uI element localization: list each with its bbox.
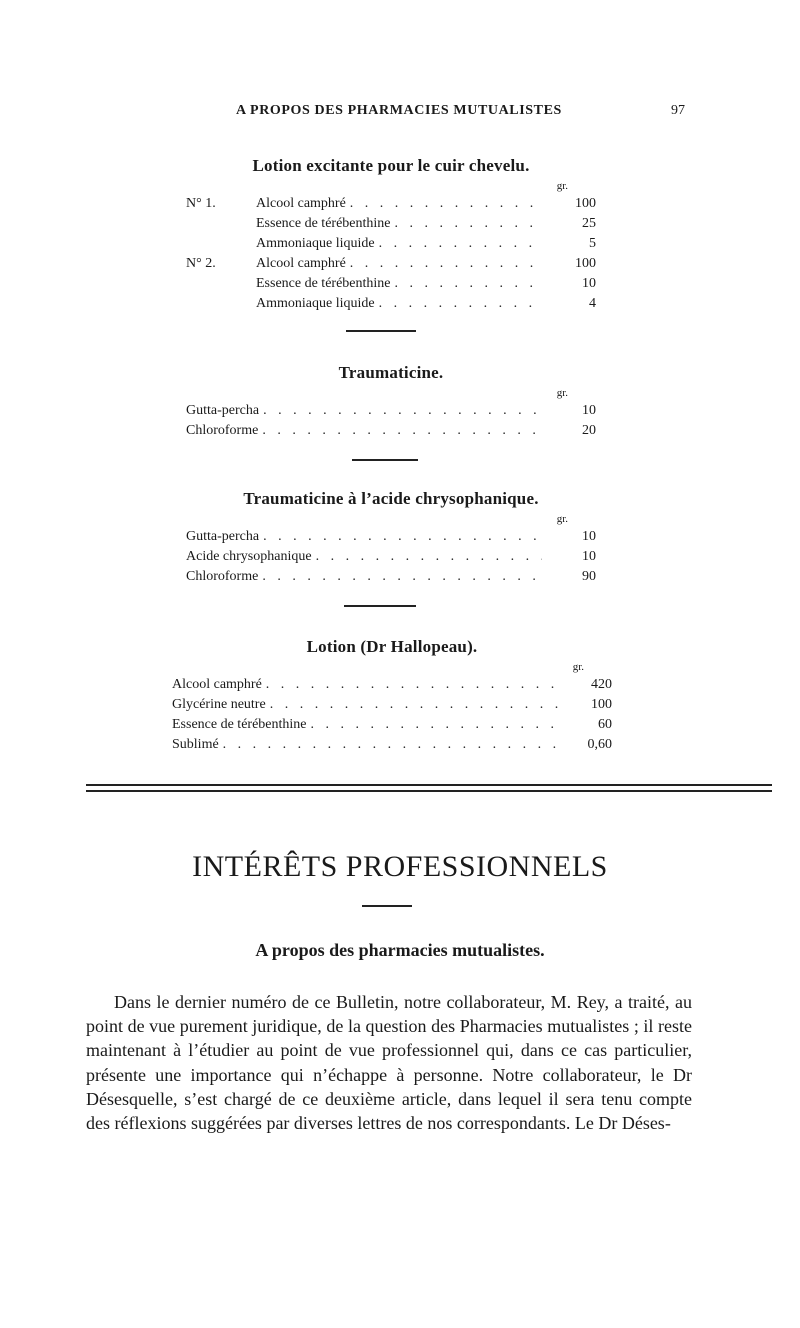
ingredient-name: Chloroforme xyxy=(186,423,259,438)
recipe-row xyxy=(172,675,612,695)
unit-label: gr. xyxy=(556,180,568,192)
ingredient-name: Alcool camphré xyxy=(172,677,262,692)
section-divider xyxy=(344,605,416,607)
recipe-title: Lotion excitante pour le cuir chevelu. xyxy=(252,156,530,175)
ingredient-qty: 4 xyxy=(589,296,596,311)
recipe-lotion-excitante xyxy=(186,156,596,314)
ingredient-qty: 10 xyxy=(582,403,596,418)
ingredient-name: Glycérine neutre xyxy=(172,697,266,712)
unit-label: gr. xyxy=(556,513,568,525)
recipe-traumaticine xyxy=(186,363,596,441)
recipe-traumaticine-chrysophanique xyxy=(186,489,596,587)
unit-label: gr. xyxy=(556,387,568,399)
ingredient-name: Sublimé xyxy=(172,737,219,752)
recipe-row xyxy=(186,274,596,294)
ingredient-qty: 0,60 xyxy=(587,737,612,752)
double-rule-bottom xyxy=(86,790,772,792)
ingredient-name: Essence de térébenthine xyxy=(256,276,391,291)
recipe-row xyxy=(186,567,596,587)
recipe-title: Traumaticine. xyxy=(338,363,444,382)
section-heading: INTÉRÊTS PROFESSIONNELS xyxy=(192,850,608,883)
heading-divider xyxy=(362,905,412,907)
ingredient-qty: 10 xyxy=(582,549,596,564)
recipe-row xyxy=(186,421,596,441)
page-header xyxy=(0,103,800,127)
body-paragraph: Dans le dernier numéro de ce Bulletin, notre collaborateur, M. Rey, a traité, au point de vue purement juridique, de la question des Pharmacies mutualistes ; il reste maintenant à l’étudier au point de vue professionnel qui, dans ce cas particulier, présente une importance qui n’échappe à personne. Notre collaborateur, le Dr Désesquelle, s’est chargé de ce deuxième article, dans lequel il sera tenu compte des réflexions suggérées par diverses lettres de nos correspondants. Le Dr Déses- xyxy=(86,992,692,1134)
ingredient-name: Essence de térébenthine xyxy=(172,717,307,732)
ingredient-name: Alcool camphré xyxy=(256,196,346,211)
recipe-row xyxy=(172,695,612,715)
leader-dots xyxy=(316,547,542,567)
article-body xyxy=(86,990,692,1135)
ingredient-qty: 25 xyxy=(582,216,596,231)
ingredient-name: Ammoniaque liquide xyxy=(256,296,375,311)
recipe-row xyxy=(186,294,596,314)
recipe-number: N° 2. xyxy=(186,256,216,271)
section-divider xyxy=(352,459,418,461)
leader-dots xyxy=(311,715,559,735)
recipe-row xyxy=(186,254,596,274)
ingredient-name: Alcool camphré xyxy=(256,256,346,271)
leader-dots xyxy=(263,527,542,547)
leader-dots xyxy=(379,294,542,314)
recipe-title: Lotion (Dr Hallopeau). xyxy=(306,637,478,656)
double-rule-top xyxy=(86,784,772,786)
ingredient-name: Gutta-percha xyxy=(186,403,260,418)
ingredient-qty: 10 xyxy=(582,529,596,544)
ingredient-qty: 60 xyxy=(598,717,612,732)
leader-dots xyxy=(350,194,542,214)
leader-dots xyxy=(223,735,558,755)
recipe-title: Traumaticine à l’acide chrysophanique. xyxy=(243,489,539,508)
leader-dots xyxy=(262,567,542,587)
ingredient-qty: 100 xyxy=(575,256,596,271)
ingredient-name: Chloroforme xyxy=(186,569,259,584)
recipe-row xyxy=(186,547,596,567)
ingredient-name: Gutta-percha xyxy=(186,529,260,544)
recipe-number: N° 1. xyxy=(186,196,216,211)
leader-dots xyxy=(262,421,542,441)
recipe-row xyxy=(172,715,612,735)
leader-dots xyxy=(270,695,558,715)
ingredient-qty: 20 xyxy=(582,423,596,438)
recipe-row xyxy=(186,234,596,254)
ingredient-name: Acide chrysophanique xyxy=(186,549,312,564)
ingredient-qty: 100 xyxy=(575,196,596,211)
leader-dots xyxy=(395,214,543,234)
leader-dots xyxy=(266,675,558,695)
article-title: A propos des pharmacies mutualistes. xyxy=(255,940,545,960)
section-divider xyxy=(346,330,416,332)
recipe-row xyxy=(186,401,596,421)
ingredient-qty: 420 xyxy=(591,677,612,692)
leader-dots xyxy=(379,234,542,254)
ingredient-qty: 100 xyxy=(591,697,612,712)
recipe-row xyxy=(186,194,596,214)
ingredient-qty: 10 xyxy=(582,276,596,291)
recipe-row xyxy=(186,527,596,547)
leader-dots xyxy=(350,254,542,274)
unit-label: gr. xyxy=(572,661,584,673)
running-title: A PROPOS DES PHARMACIES MUTUALISTES xyxy=(236,103,562,118)
recipe-row xyxy=(172,735,612,755)
ingredient-name: Ammoniaque liquide xyxy=(256,236,375,251)
leader-dots xyxy=(395,274,543,294)
recipe-row xyxy=(186,214,596,234)
page-number: 97 xyxy=(671,103,685,118)
ingredient-qty: 5 xyxy=(589,236,596,251)
leader-dots xyxy=(263,401,542,421)
ingredient-name: Essence de térébenthine xyxy=(256,216,391,231)
recipe-lotion-hallopeau xyxy=(172,637,612,755)
ingredient-qty: 90 xyxy=(582,569,596,584)
